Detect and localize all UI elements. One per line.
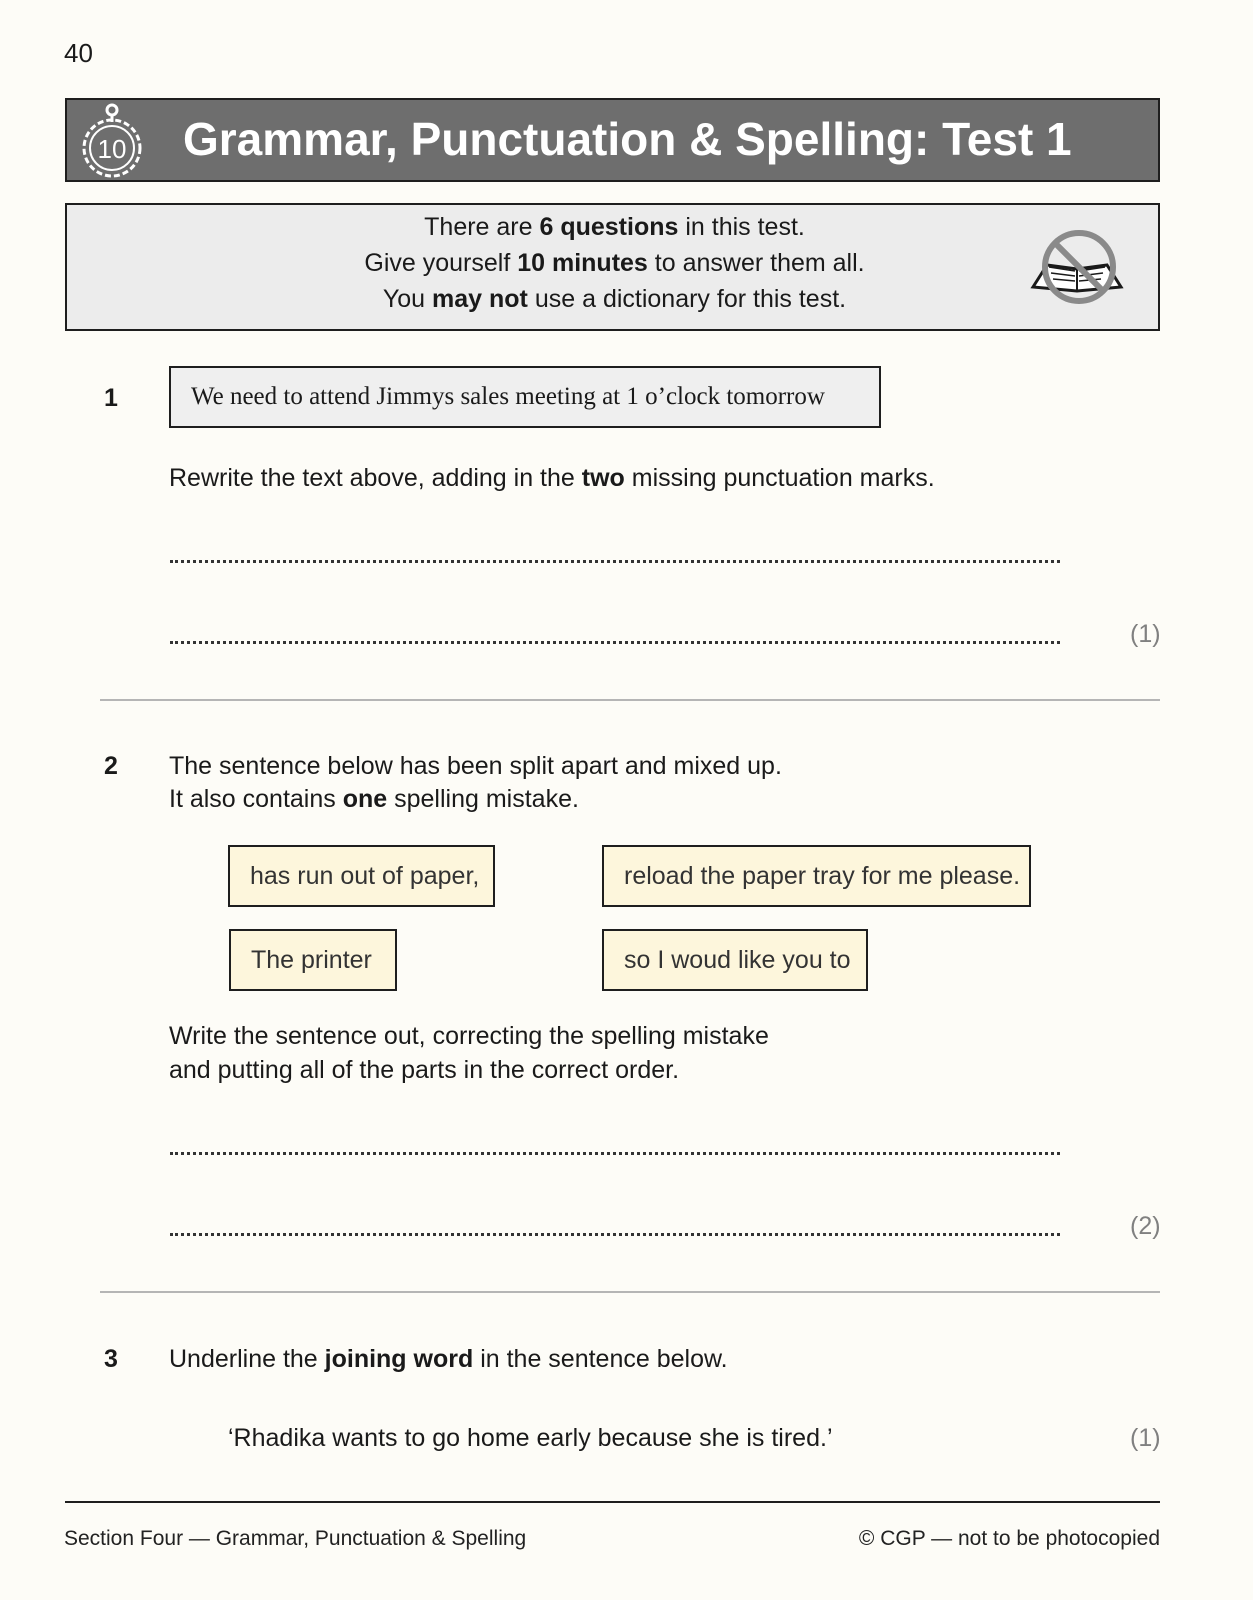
question-1-marks: (1) xyxy=(1130,620,1161,648)
timer-value: 10 xyxy=(97,134,127,164)
question-3-marks: (1) xyxy=(1130,1424,1161,1452)
question-2-line-2: It also contains one spelling mistake. xyxy=(169,785,579,813)
question-2-marks: (2) xyxy=(1130,1212,1161,1240)
question-divider xyxy=(100,1291,1160,1293)
no-dictionary-icon xyxy=(1027,229,1127,305)
info-line-dictionary: You may not use a dictionary for this test. xyxy=(382,285,847,313)
answer-line-2a[interactable] xyxy=(170,1152,1060,1155)
question-1-instruction: Rewrite the text above, adding in the two missing punctuation marks. xyxy=(169,464,935,492)
question-1-number: 1 xyxy=(104,384,118,412)
question-3-number: 3 xyxy=(104,1345,118,1373)
footer-section: Section Four — Grammar, Punctuation & Spelling xyxy=(64,1527,527,1550)
question-2-number: 2 xyxy=(104,752,118,780)
question-2-instruction-1: Write the sentence out, correcting the spelling mistake xyxy=(169,1022,769,1050)
question-3-sentence[interactable]: ‘Rhadika wants to go home early because she is tired.’ xyxy=(228,1424,833,1452)
footer-copyright: © CGP — not to be photocopied xyxy=(858,1527,1160,1550)
answer-line-1a[interactable] xyxy=(170,560,1060,563)
sentence-part-box: reload the paper tray for me please. xyxy=(602,845,1031,907)
answer-line-1b[interactable] xyxy=(170,641,1060,644)
question-divider xyxy=(100,699,1160,701)
test-header xyxy=(65,98,1160,182)
info-line-questions: There are 6 questions in this test. xyxy=(424,213,805,241)
info-line-time: Give yourself 10 minutes to answer them all. xyxy=(364,249,865,277)
question-2-line-1: The sentence below has been split apart and mixed up. xyxy=(169,752,782,780)
question-1-text-box: We need to attend Jimmys sales meeting at 1 o’clock tomorrow xyxy=(169,366,881,428)
stopwatch-icon xyxy=(77,102,147,178)
footer-divider xyxy=(65,1501,1160,1503)
answer-line-2b[interactable] xyxy=(170,1233,1060,1236)
instructions-box xyxy=(65,203,1160,331)
test-title: Grammar, Punctuation & Spelling: Test 1 xyxy=(183,113,1072,165)
sentence-part-box: has run out of paper, xyxy=(228,845,495,907)
page-number: 40 xyxy=(64,38,93,68)
sentence-part-box: so I woud like you to xyxy=(602,929,868,991)
sentence-part-box: The printer xyxy=(229,929,397,991)
question-2-instruction-2: and putting all of the parts in the correct order. xyxy=(169,1056,680,1084)
question-3-instruction: Underline the joining word in the sentence below. xyxy=(169,1345,728,1373)
